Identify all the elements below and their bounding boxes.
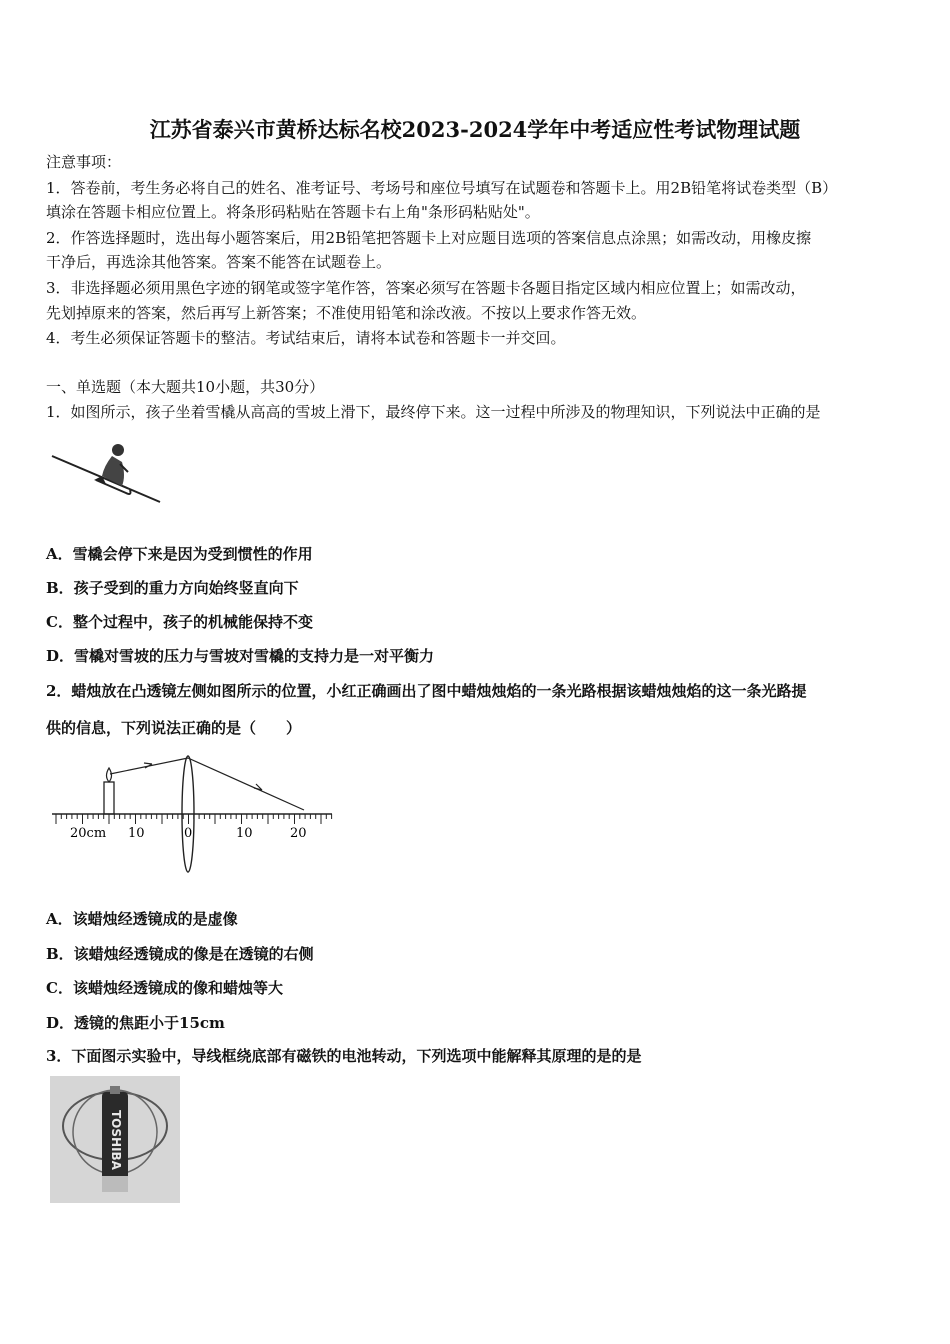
question-3-stem: 3．下面图示实验中，导线框绕底部有磁铁的电池转动，下列选项中能解释其原理的是的是 (46, 1047, 642, 1065)
ruler-label: 10 (128, 826, 145, 841)
ruler-label: 10 (236, 826, 253, 841)
notice-line: 1．答卷前，考生务必将自己的姓名、准考证号、考场号和座位号填写在试题卷和答题卡上。用2B铅笔将试卷类型（B） (46, 179, 838, 197)
question-1-stem: 1．如图所示，孩子坐着雪橇从高高的雪坡上滑下，最终停下来。这一过程中所涉及的物理知识，下列说法中正确的是 (46, 403, 821, 421)
notice-line: 先划掉原来的答案，然后再写上新答案；不准使用铅笔和涂改液。不按以上要求作答无效。 (46, 304, 647, 322)
question-1-option-b: B．孩子受到的重力方向始终竖直向下 (46, 579, 299, 597)
notice-heading: 注意事项： (46, 153, 122, 171)
section-heading: 一、单选题（本大题共10小题，共30分） (46, 378, 325, 396)
question-1-option-d: D．雪橇对雪坡的压力与雪坡对雪橇的支持力是一对平衡力 (46, 647, 435, 665)
ruler-label: 0 (184, 826, 193, 841)
battery-motor-photo (50, 1076, 180, 1203)
notice-line: 4．考生必须保证答题卡的整洁。考试结束后，请将本试卷和答题卡一并交回。 (46, 329, 566, 347)
sled-slope-figure (46, 436, 166, 508)
ruler-label: 20 (290, 826, 307, 841)
notice-line: 3．非选择题必须用黑色字迹的钢笔或签字笔作答，答案必须写在答题卡各题目指定区域内相应位置上；如需改动， (46, 279, 806, 297)
question-2-option-a: A．该蜡烛经透镜成的是虚像 (46, 910, 238, 928)
ruler-label: 20cm (70, 826, 107, 841)
question-2-option-b: B．该蜡烛经透镜成的像是在透镜的右侧 (46, 945, 314, 963)
notice-line: 2．作答选择题时，选出每小题答案后，用2B铅笔把答题卡上对应题目选项的答案信息点涂黑；如需改动，用橡皮擦 (46, 229, 812, 247)
battery-brand-label: TOSHIBA (109, 1110, 123, 1170)
question-1-option-a: A．雪橇会停下来是因为受到惯性的作用 (46, 545, 313, 563)
notice-line: 填涂在答题卡相应位置上。将条形码粘贴在答题卡右上角"条形码粘贴处"。 (46, 203, 540, 221)
question-2-option-d: D．透镜的焦距小于15cm (46, 1014, 225, 1032)
question-1-option-c: C．整个过程中，孩子的机械能保持不变 (46, 613, 313, 631)
question-2-stem: 供的信息，下列说法正确的是（ ） (46, 719, 302, 737)
lens-optics-figure (48, 752, 338, 872)
page-title: 江苏省泰兴市黄桥达标名校2023-2024学年中考适应性考试物理试题 (149, 117, 801, 142)
question-2-option-c: C．该蜡烛经透镜成的像和蜡烛等大 (46, 979, 283, 997)
notice-line: 干净后，再选涂其他答案。答案不能答在试题卷上。 (46, 253, 392, 271)
question-2-stem: 2．蜡烛放在凸透镜左侧如图所示的位置，小红正确画出了图中蜡烛烛焰的一条光路根据该蜡烛烛焰的这一条光路提 (46, 682, 807, 700)
